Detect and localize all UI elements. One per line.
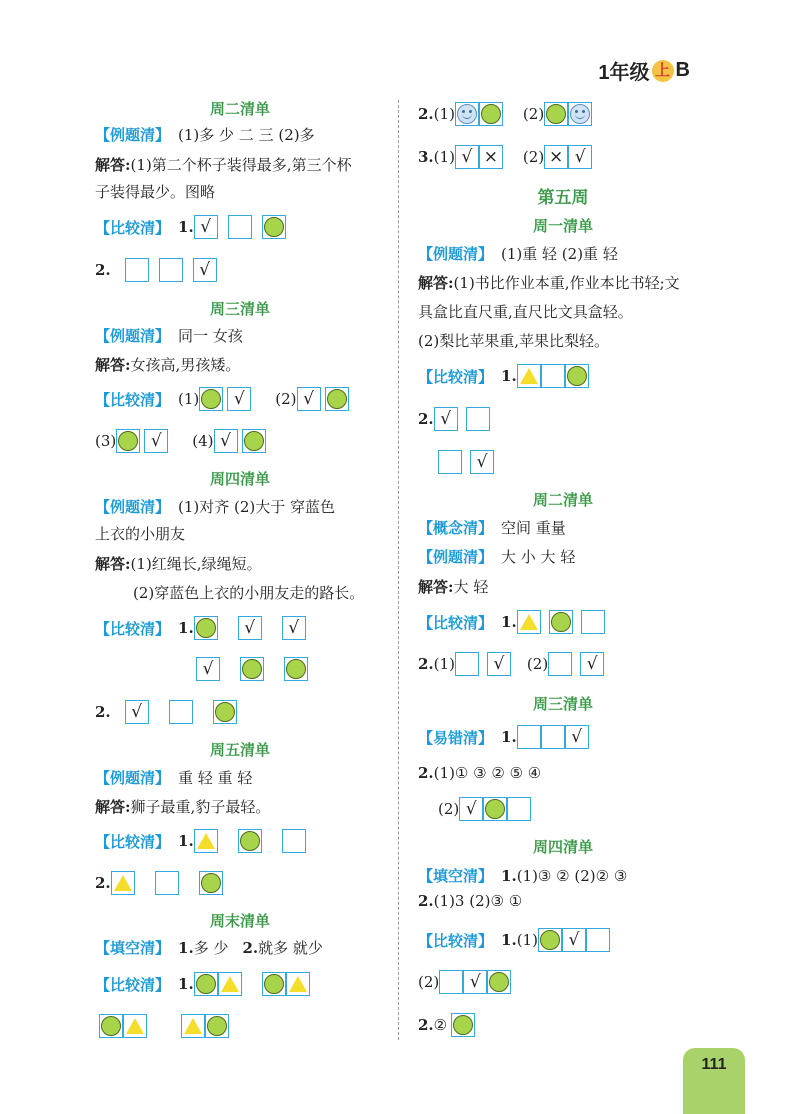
answer-box — [194, 972, 218, 996]
item-number: (2) — [526, 655, 549, 673]
answer-label: 解答: — [95, 798, 131, 816]
answer-box — [562, 928, 586, 952]
section-title: 周末清单 — [209, 913, 270, 930]
check-mark: √ — [244, 618, 256, 638]
fill-row — [95, 937, 323, 958]
item-number: 2. — [95, 874, 111, 892]
compare-row — [418, 928, 614, 952]
compare-row — [95, 700, 241, 724]
error-row — [418, 725, 593, 749]
example-row-cont — [95, 523, 185, 544]
circle-icon — [286, 659, 306, 679]
example-tag: 【例题清】 — [418, 246, 494, 263]
answer-box — [463, 970, 487, 994]
compare-row — [418, 652, 608, 676]
example-row — [95, 124, 315, 145]
answer-box — [479, 145, 503, 169]
answer-box — [262, 215, 286, 239]
circle-icon — [453, 1015, 473, 1035]
item-number: 1. — [178, 975, 194, 993]
item-number: (2) — [522, 148, 545, 166]
answer-text: 狮子最重,豹子最轻。 — [130, 798, 271, 816]
answer-box — [205, 1014, 229, 1038]
item-number: 2. — [95, 703, 111, 721]
circle-icon — [489, 972, 509, 992]
compare-row — [95, 258, 221, 282]
answer-label: 解答: — [95, 356, 131, 374]
grade-label: 1年级 — [598, 62, 650, 84]
answer-box — [286, 972, 310, 996]
circle-icon — [264, 217, 284, 237]
answer-box — [451, 1013, 475, 1037]
item-number: (1) — [516, 931, 538, 949]
example-row — [418, 546, 575, 567]
answer-box — [116, 429, 140, 453]
answer-row — [418, 145, 596, 169]
check-mark: √ — [220, 431, 231, 451]
section-title: 周三清单 — [532, 696, 593, 713]
answer-box — [262, 972, 286, 996]
triangle-icon — [197, 833, 215, 849]
answer-box — [155, 871, 179, 895]
compare-row — [95, 387, 353, 411]
compare-row — [418, 610, 609, 634]
circle-icon — [540, 930, 560, 950]
answer-box — [242, 429, 266, 453]
fill-answer: 多 少 — [193, 939, 229, 957]
answer-box — [228, 215, 252, 239]
answer-row-cont — [95, 181, 215, 202]
answer-text: (1)红绳长,绿绳短。 — [130, 555, 262, 573]
triangle-icon — [114, 875, 132, 891]
check-mark: √ — [202, 659, 214, 679]
section-title: 周四清单 — [209, 471, 270, 488]
item-number: (4) — [192, 432, 214, 450]
compare-row — [95, 616, 310, 640]
answer-box — [517, 364, 541, 388]
circle-icon — [327, 389, 347, 409]
answer-box — [568, 102, 592, 126]
circle-icon — [201, 389, 221, 409]
example-row — [95, 325, 243, 346]
compare-row — [95, 429, 270, 453]
answer-text: (1)书比作业本重,作业本比书轻;文 — [453, 274, 680, 292]
item-number: 1. — [178, 619, 194, 637]
order-answer: (1)① ③ ② ⑤ ④ — [433, 764, 542, 782]
compare-row — [418, 364, 593, 388]
example-tag: 【例题清】 — [95, 127, 171, 144]
item-number: 1. — [501, 613, 517, 631]
answer-box — [240, 657, 264, 681]
answer-row-cont — [418, 301, 633, 322]
answer-box — [479, 102, 503, 126]
section-title: 周四清单 — [532, 839, 593, 856]
triangle-icon — [520, 368, 538, 384]
answer-box — [487, 652, 511, 676]
check-mark: √ — [571, 727, 583, 747]
check-mark: √ — [288, 618, 300, 638]
example-row — [95, 496, 335, 517]
column-divider — [398, 100, 399, 1040]
item-number: 1. — [501, 728, 517, 746]
answer-label: 解答: — [418, 578, 454, 596]
answer-box — [434, 407, 458, 431]
answer-text: (2)穿蓝色上衣的小朋友走的路长。 — [133, 584, 365, 602]
answer-box — [541, 725, 565, 749]
item-number: (3) — [95, 432, 117, 450]
answer-box — [194, 616, 218, 640]
check-mark: √ — [131, 702, 143, 722]
answer-box — [483, 797, 507, 821]
answer-label: 解答: — [95, 156, 131, 174]
circle-icon — [196, 618, 216, 638]
item-number: (1) — [433, 655, 455, 673]
compare-row — [418, 1013, 479, 1037]
fill-row — [418, 865, 627, 886]
compare-row — [418, 970, 515, 994]
answer-text: 女孩高,男孩矮。 — [130, 356, 241, 374]
item-number: 2. — [418, 1016, 434, 1034]
term-badge: 上 — [652, 60, 674, 82]
answer-box — [199, 387, 223, 411]
check-mark: √ — [586, 654, 598, 674]
compare-row — [438, 450, 498, 474]
section-title: 周五清单 — [209, 742, 270, 759]
item-number: 1. — [178, 218, 194, 236]
answer-box — [580, 652, 604, 676]
compare-tag: 【比较清】 — [95, 219, 171, 237]
item-number: (2) — [275, 390, 297, 408]
circle-icon — [242, 659, 262, 679]
compare-row — [196, 657, 312, 681]
answer-row-cont — [133, 582, 364, 603]
answer-box — [581, 610, 605, 634]
concept-text: 空间 重量 — [501, 519, 566, 537]
section-title: 周二清单 — [532, 492, 593, 509]
example-row — [95, 767, 252, 788]
check-mark: √ — [440, 409, 452, 429]
item-number: 1. — [178, 832, 194, 850]
answer-box — [568, 145, 592, 169]
circle-icon — [485, 799, 505, 819]
page-number: 111 — [683, 1048, 745, 1114]
answer-box — [218, 972, 242, 996]
answer-box — [194, 829, 218, 853]
week-title: 第五周 — [537, 188, 589, 207]
edition-label: B — [675, 59, 690, 81]
book-header — [598, 56, 690, 85]
answer-text: (2)梨比苹果重,苹果比梨轻。 — [418, 332, 610, 350]
order-row — [438, 797, 535, 821]
item-number: (1) — [433, 105, 455, 123]
answer-box — [586, 928, 610, 952]
answer-box — [517, 725, 541, 749]
cross-mark: × — [549, 147, 564, 167]
circle-icon — [244, 431, 264, 451]
answer-box — [111, 871, 135, 895]
answer-box — [194, 215, 218, 239]
item-number: 2. — [418, 105, 434, 123]
compare-tag: 【比较清】 — [95, 391, 171, 409]
example-tag: 【例题清】 — [95, 770, 171, 787]
circle-icon — [101, 1016, 121, 1036]
section-title: 周一清单 — [532, 218, 593, 235]
answer-label: 解答: — [418, 274, 454, 292]
answer-box — [538, 928, 562, 952]
circle-icon — [240, 831, 260, 851]
cross-mark: × — [483, 147, 499, 167]
answer-text: 子装得最少。图略 — [95, 183, 216, 201]
fill-tag: 【填空清】 — [95, 940, 171, 957]
item-number: 1. — [178, 938, 194, 957]
check-mark: √ — [199, 260, 211, 280]
compare-row — [95, 871, 227, 895]
answer-label: 解答: — [95, 555, 131, 573]
example-tag: 【例题清】 — [418, 549, 494, 566]
example-text: (1)对齐 (2)大于 穿蓝色 — [178, 498, 336, 516]
answer-text: (1)第二个杯子装得最多,第三个杯 — [130, 156, 352, 174]
compare-tag: 【比较清】 — [95, 976, 171, 994]
compare-row — [99, 1014, 233, 1038]
example-text: 上衣的小朋友 — [95, 525, 186, 543]
answer-box — [214, 429, 238, 453]
answer-row — [418, 102, 596, 126]
answer-box — [466, 407, 490, 431]
triangle-icon — [184, 1018, 202, 1034]
compare-tag: 【比较清】 — [95, 833, 171, 851]
answer-box — [541, 364, 565, 388]
answer-box — [181, 1014, 205, 1038]
answer-box — [455, 102, 479, 126]
example-row — [418, 243, 618, 264]
section-title: 周三清单 — [209, 301, 270, 318]
answer-box — [439, 970, 463, 994]
circle-icon — [118, 431, 138, 451]
item-number: (1) — [178, 390, 200, 408]
answer-row — [418, 576, 488, 597]
example-tag: 【例题清】 — [95, 328, 171, 345]
example-text: 同一 女孩 — [178, 327, 243, 345]
compare-row — [95, 972, 314, 996]
check-mark: √ — [568, 930, 580, 950]
example-text: 大 小 大 轻 — [501, 548, 576, 566]
triangle-icon — [221, 976, 239, 992]
order-row — [418, 764, 541, 782]
item-number: 2. — [418, 892, 434, 910]
compare-tag: 【比较清】 — [95, 620, 171, 638]
check-mark: √ — [465, 799, 477, 819]
compare-tag: 【比较清】 — [418, 614, 494, 632]
answer-box — [507, 797, 531, 821]
item-number: (2) — [418, 973, 440, 991]
error-tag: 【易错清】 — [418, 729, 494, 747]
answer-box — [544, 145, 568, 169]
answer-box — [438, 450, 462, 474]
check-mark: √ — [476, 452, 488, 472]
answer-row-cont — [418, 330, 609, 351]
answer-box — [196, 657, 220, 681]
answer-box — [517, 610, 541, 634]
answer-box — [169, 700, 193, 724]
answer-box — [325, 387, 349, 411]
answer-box — [125, 700, 149, 724]
answer-box — [455, 145, 479, 169]
example-text: 重 轻 重 轻 — [178, 769, 253, 787]
example-text: (1)多 少 二 三 (2)多 — [178, 126, 315, 144]
answer-box — [193, 258, 217, 282]
answer-box — [227, 387, 251, 411]
triangle-icon — [520, 614, 538, 630]
circle-icon — [201, 873, 221, 893]
answer-box — [459, 797, 483, 821]
circle-icon — [215, 702, 235, 722]
circle-icon — [207, 1016, 227, 1036]
check-mark: √ — [461, 147, 473, 167]
section-title: 周二清单 — [209, 101, 270, 118]
answer-row — [95, 553, 262, 574]
answer-box — [123, 1014, 147, 1038]
item-number: 1. — [501, 931, 517, 949]
item-number: 3. — [418, 148, 434, 166]
circle-icon — [551, 612, 571, 632]
answer-box — [544, 102, 568, 126]
concept-row — [418, 517, 566, 538]
answer-box — [470, 450, 494, 474]
compare-row — [418, 407, 494, 431]
fill-answer: (1)3 (2)③ ① — [433, 892, 523, 910]
item-number: (1) — [433, 148, 455, 166]
answer-box — [238, 616, 262, 640]
answer-row — [418, 272, 680, 293]
check-mark: √ — [469, 972, 481, 992]
answer-box — [282, 829, 306, 853]
answer-box — [199, 871, 223, 895]
answer-box — [144, 429, 168, 453]
answer-box — [213, 700, 237, 724]
compare-row — [95, 829, 310, 853]
answer-box — [549, 610, 573, 634]
answer-row — [95, 796, 270, 817]
answer-row — [95, 354, 240, 375]
fill-answer: 就多 就少 — [258, 939, 323, 957]
answer-box — [297, 387, 321, 411]
smiley-icon — [457, 104, 477, 124]
concept-tag: 【概念清】 — [418, 520, 494, 537]
answer-box — [565, 725, 589, 749]
triangle-icon — [126, 1018, 144, 1034]
item-number: 2. — [242, 938, 259, 957]
item-number: 2. — [418, 655, 434, 673]
check-mark: √ — [233, 389, 245, 409]
compare-row — [95, 215, 290, 239]
order-answer: ② — [433, 1016, 448, 1034]
check-mark: √ — [574, 147, 586, 167]
item-number: (2) — [438, 800, 460, 818]
answer-box — [487, 970, 511, 994]
answer-box — [282, 616, 306, 640]
answer-box — [238, 829, 262, 853]
item-number: 2. — [418, 764, 434, 782]
answer-box — [455, 652, 479, 676]
item-number: (2) — [522, 105, 545, 123]
answer-box — [284, 657, 308, 681]
item-number: 1. — [501, 367, 517, 385]
item-number: 1. — [501, 866, 517, 885]
smiley-icon — [570, 104, 590, 124]
circle-icon — [481, 104, 501, 124]
answer-box — [159, 258, 183, 282]
item-number: 2. — [418, 410, 434, 428]
fill-row — [418, 892, 522, 910]
answer-box — [99, 1014, 123, 1038]
answer-text: 大 轻 — [453, 578, 489, 596]
answer-text: 具盒比直尺重,直尺比文具盒轻。 — [418, 303, 633, 321]
circle-icon — [196, 974, 216, 994]
item-number: 2. — [95, 261, 111, 279]
circle-icon — [264, 974, 284, 994]
compare-tag: 【比较清】 — [418, 368, 494, 386]
answer-row — [95, 154, 352, 175]
fill-answer: (1)③ ② (2)② ③ — [516, 866, 628, 885]
answer-box — [565, 364, 589, 388]
triangle-icon — [289, 976, 307, 992]
check-mark: √ — [150, 431, 162, 451]
compare-tag: 【比较清】 — [418, 932, 494, 950]
check-mark: √ — [200, 217, 212, 237]
example-text: (1)重 轻 (2)重 轻 — [501, 245, 618, 263]
answer-box — [125, 258, 149, 282]
check-mark: √ — [493, 654, 505, 674]
fill-tag: 【填空清】 — [418, 868, 494, 885]
answer-box — [548, 652, 572, 676]
circle-icon — [546, 104, 566, 124]
circle-icon — [567, 366, 587, 386]
check-mark: √ — [303, 389, 314, 409]
example-tag: 【例题清】 — [95, 499, 171, 516]
